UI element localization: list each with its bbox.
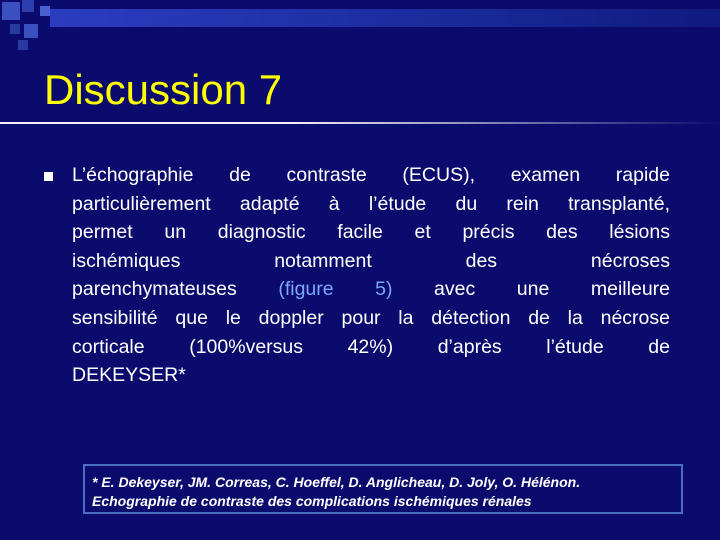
reference-authors: * E. Dekeyser, JM. Correas, C. Hoeffel, D. Anglicheau, D. Joly, O. Hélénon.: [92, 474, 581, 490]
title-divider: [0, 122, 720, 124]
body-line: permet un diagnostic facile et précis des lésions: [72, 221, 670, 244]
body-paragraph: [72, 161, 670, 390]
body-line: DEKEYSER*: [72, 364, 186, 387]
slide-title: Discussion 7: [44, 66, 283, 113]
corner-square: [10, 24, 20, 34]
corner-square: [40, 6, 50, 16]
body-line: corticale (100%versus 42%) d’après l’étude de: [72, 335, 670, 358]
figure-5-link[interactable]: (figure 5): [278, 278, 393, 301]
top-band: [50, 9, 720, 27]
body-line: L’échographie de contraste (ECUS), examen rapide: [72, 164, 670, 186]
body-line: ischémiques notamment des nécroses: [72, 249, 670, 272]
body-line: particulièrement adapté à l’étude du rein transplanté,: [72, 192, 670, 215]
body-line: [72, 275, 670, 304]
reference-title: Echographie de contraste des complications ischémiques rénales: [92, 493, 532, 509]
corner-square: [22, 0, 34, 12]
body-text-segment: avec une meilleure: [392, 278, 671, 301]
body-line: sensibilité que le doppler pour la détection de la nécrose: [72, 306, 670, 329]
corner-square: [24, 24, 38, 38]
body-text-segment: parenchymateuses: [72, 278, 279, 301]
corner-square: [18, 40, 28, 50]
bullet-square-icon: [44, 172, 53, 181]
reference-citation: [92, 473, 580, 511]
corner-square: [2, 2, 20, 20]
